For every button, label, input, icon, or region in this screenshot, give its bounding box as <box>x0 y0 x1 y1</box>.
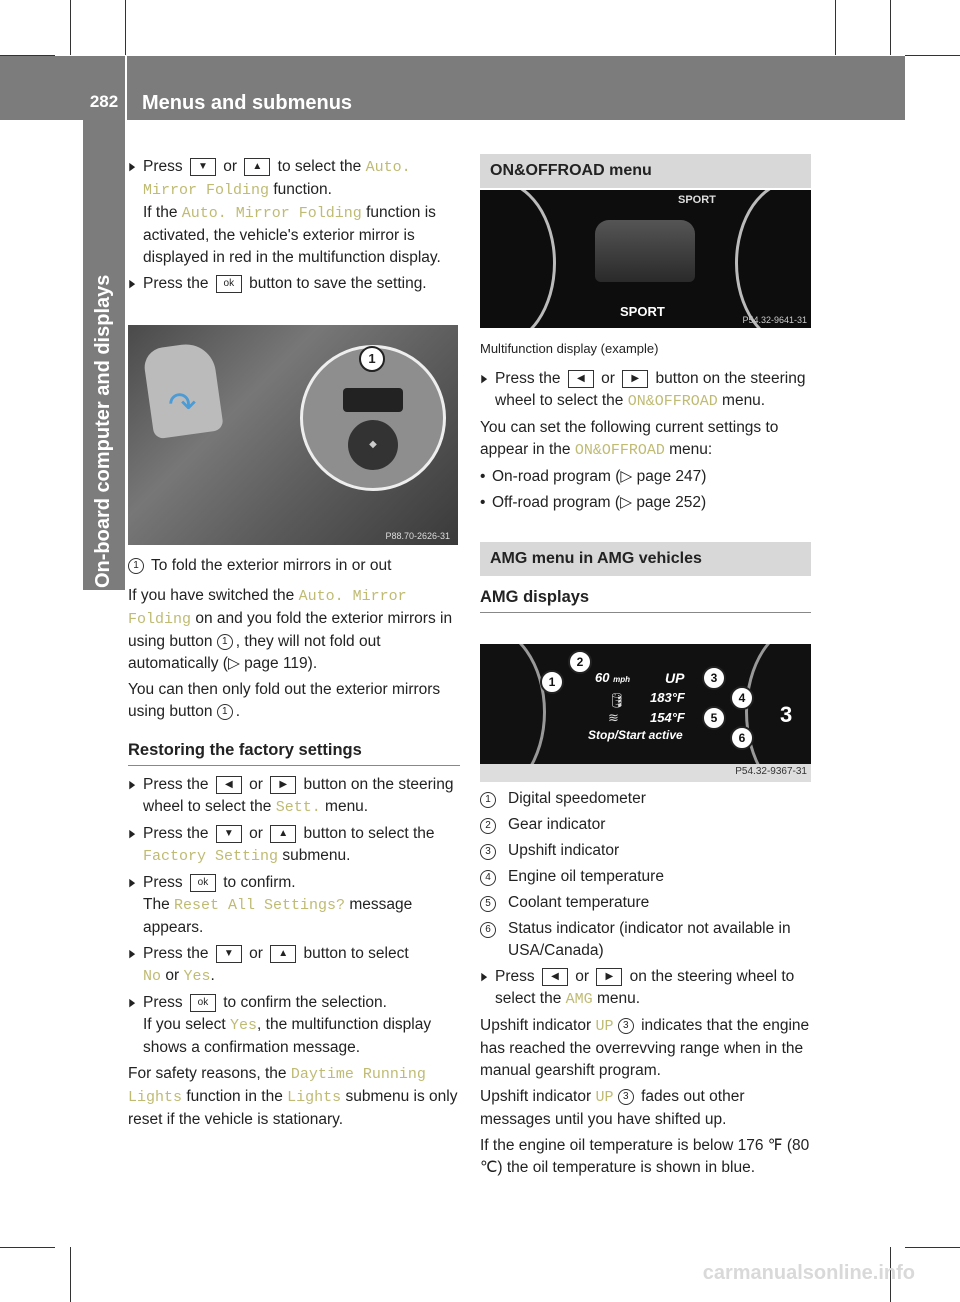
right-column-middle <box>480 338 811 621</box>
crop-mark <box>835 0 836 55</box>
left-key-icon: ◀ <box>542 968 568 986</box>
legend-item: 1 Digital speedometer <box>480 788 811 810</box>
step: ▶ Press ▼ or ▲ to select the Auto. Mirror Folding function. If the Auto. Mirror Folding function is activated, the vehicle's exterior mirror is displayed in red in the multifunction display. <box>128 156 460 269</box>
callout-3: 3 <box>702 666 726 690</box>
oil-temp-readout: 183°F <box>650 690 685 705</box>
arrow-icon: ↷ <box>168 386 197 424</box>
down-key-icon: ▼ <box>190 158 216 176</box>
caption: 1 To fold the exterior mirrors in or out <box>128 555 460 577</box>
caption: Multifunction display (example) <box>480 341 659 356</box>
amg-display-image <box>480 644 811 782</box>
callout-1: 1 <box>359 346 385 372</box>
step: ▶ Press the ▼ or ▲ button to select No or Yes. <box>128 943 460 988</box>
step: ▶ Press the ▼ or ▲ button to select the Factory Setting submenu. <box>128 823 460 868</box>
gear-readout: 3 <box>780 702 793 727</box>
legend <box>480 788 811 962</box>
legend-item: 4 Engine oil temperature <box>480 866 811 888</box>
down-key-icon: ▼ <box>216 825 242 843</box>
section-heading: AMG menu in AMG vehicles <box>480 542 811 576</box>
page-ref-icon: ▷ <box>620 494 632 511</box>
mirror-adjust-pad: ◆ <box>348 420 398 470</box>
callout-5: 5 <box>702 706 726 730</box>
crop-mark <box>905 55 960 56</box>
left-key-icon: ◀ <box>568 370 594 388</box>
callout-4: 4 <box>730 686 754 710</box>
legend-item: 6 Status indicator (indicator not available in USA/Canada) <box>480 918 811 962</box>
callout-2: 2 <box>568 650 592 674</box>
watermark: carmanualsonline.info <box>702 1262 915 1284</box>
figure-code: P54.32-9367-31 <box>735 766 807 777</box>
left-column-lower <box>128 555 460 1135</box>
crop-mark <box>905 1247 960 1248</box>
mode-label: SPORT <box>620 304 665 319</box>
mode-label-top: SPORT <box>678 194 716 206</box>
ok-key-icon: ok <box>190 874 216 892</box>
left-key-icon: ◀ <box>216 776 242 794</box>
figure-code: P54.32-9641-31 <box>742 315 807 325</box>
step: ▶ Press ok to confirm. The Reset All Settings? message appears. <box>128 872 460 939</box>
right-key-icon: ▶ <box>270 776 296 794</box>
list-item: • Off-road program (▷ page 252) <box>480 492 811 514</box>
speed-readout: 60 mph <box>595 670 630 685</box>
right-key-icon: ▶ <box>596 968 622 986</box>
up-key-icon: ▲ <box>244 158 270 176</box>
legend-item: 3 Upshift indicator <box>480 840 811 862</box>
gauge-left <box>480 644 546 782</box>
paragraph: You can set the following current settings to appear in the ON&OFFROAD menu: <box>480 419 779 459</box>
coolant-icon: ≋ <box>608 710 619 725</box>
gauge-right <box>745 644 811 782</box>
gauge-left <box>480 190 556 328</box>
crop-mark <box>125 0 126 55</box>
step: ▶ Press the ◀ or ▶ button on the steering wheel to select the ON&OFFROAD menu. <box>480 368 811 413</box>
paragraph: Upshift indicator UP 3 fades out other messages until you have shifted up. <box>480 1088 745 1128</box>
header-bar <box>0 56 905 120</box>
section-heading: ON&OFFROAD menu <box>480 154 811 188</box>
crop-mark <box>890 0 891 55</box>
mirror-switch-photo <box>128 325 458 545</box>
step: ▶ Press the ◀ or ▶ button on the steering wheel to select the Sett. menu. <box>128 774 460 819</box>
paragraph: If the engine oil temperature is below 176 ℉ (80 ℃) the oil temperature is shown in blue. <box>480 1137 810 1176</box>
callout-1: 1 <box>540 670 564 694</box>
ok-key-icon: ok <box>190 994 216 1012</box>
crop-mark <box>70 1247 71 1302</box>
figure-code: P88.70-2626-31 <box>385 531 450 541</box>
page-title: Menus and submenus <box>142 92 353 114</box>
right-key-icon: ▶ <box>622 370 648 388</box>
status-readout: Stop/Start active <box>588 728 683 742</box>
upshift-readout: UP <box>665 670 685 686</box>
list-item: • On-road program (▷ page 247) <box>480 466 811 488</box>
fold-button <box>343 388 403 412</box>
oil-can-icon: 🛢 <box>608 692 626 708</box>
sub-heading: AMG displays <box>480 586 811 613</box>
paragraph: You can then only fold out the exterior mirrors using button 1 . <box>128 681 441 720</box>
legend-item: 2 Gear indicator <box>480 814 811 836</box>
paragraph: Upshift indicator UP 3 indicates that the engine has reached the overrevving range when in the manual gearshift program. <box>480 1017 810 1079</box>
step: ▶ Press ◀ or ▶ on the steering wheel to select the AMG menu. <box>480 966 811 1011</box>
down-key-icon: ▼ <box>216 945 242 963</box>
step: ▶ Press the ok button to save the setting. <box>128 273 460 295</box>
crop-mark <box>0 1247 55 1248</box>
page-number: 282 <box>89 92 119 111</box>
sidebar-title: On-board computer and displays <box>92 274 114 588</box>
legend-item: 5 Coolant temperature <box>480 892 811 914</box>
section-heading: Restoring the factory settings <box>128 739 460 766</box>
paragraph: If you have switched the Auto. Mirror Folding on and you fold the exterior mirrors in using button 1 , they will not fold out automatically (▷ page 119). <box>128 587 453 672</box>
up-key-icon: ▲ <box>270 825 296 843</box>
zoom-circle <box>300 345 446 491</box>
up-key-icon: ▲ <box>270 945 296 963</box>
header-divider <box>125 56 127 120</box>
gauge-right <box>735 190 811 328</box>
page-ref-icon: ▷ <box>620 468 633 485</box>
right-column-lower <box>480 788 811 1183</box>
left-column <box>128 156 460 299</box>
step: ▶ Press ok to confirm the selection. If you select Yes, the multifunction display shows a confirmation message. <box>128 992 460 1059</box>
vehicle-rear-graphic <box>595 220 695 282</box>
callout-6: 6 <box>730 726 754 750</box>
onoffroad-display-image <box>480 190 811 328</box>
crop-mark <box>70 0 71 55</box>
page-ref-icon: ▷ <box>227 655 240 672</box>
coolant-temp-readout: 154°F <box>650 710 685 725</box>
paragraph: For safety reasons, the Daytime Running Lights function in the Lights submenu is only reset if the vehicle is stationary. <box>128 1065 458 1128</box>
ok-key-icon: ok <box>216 275 242 293</box>
